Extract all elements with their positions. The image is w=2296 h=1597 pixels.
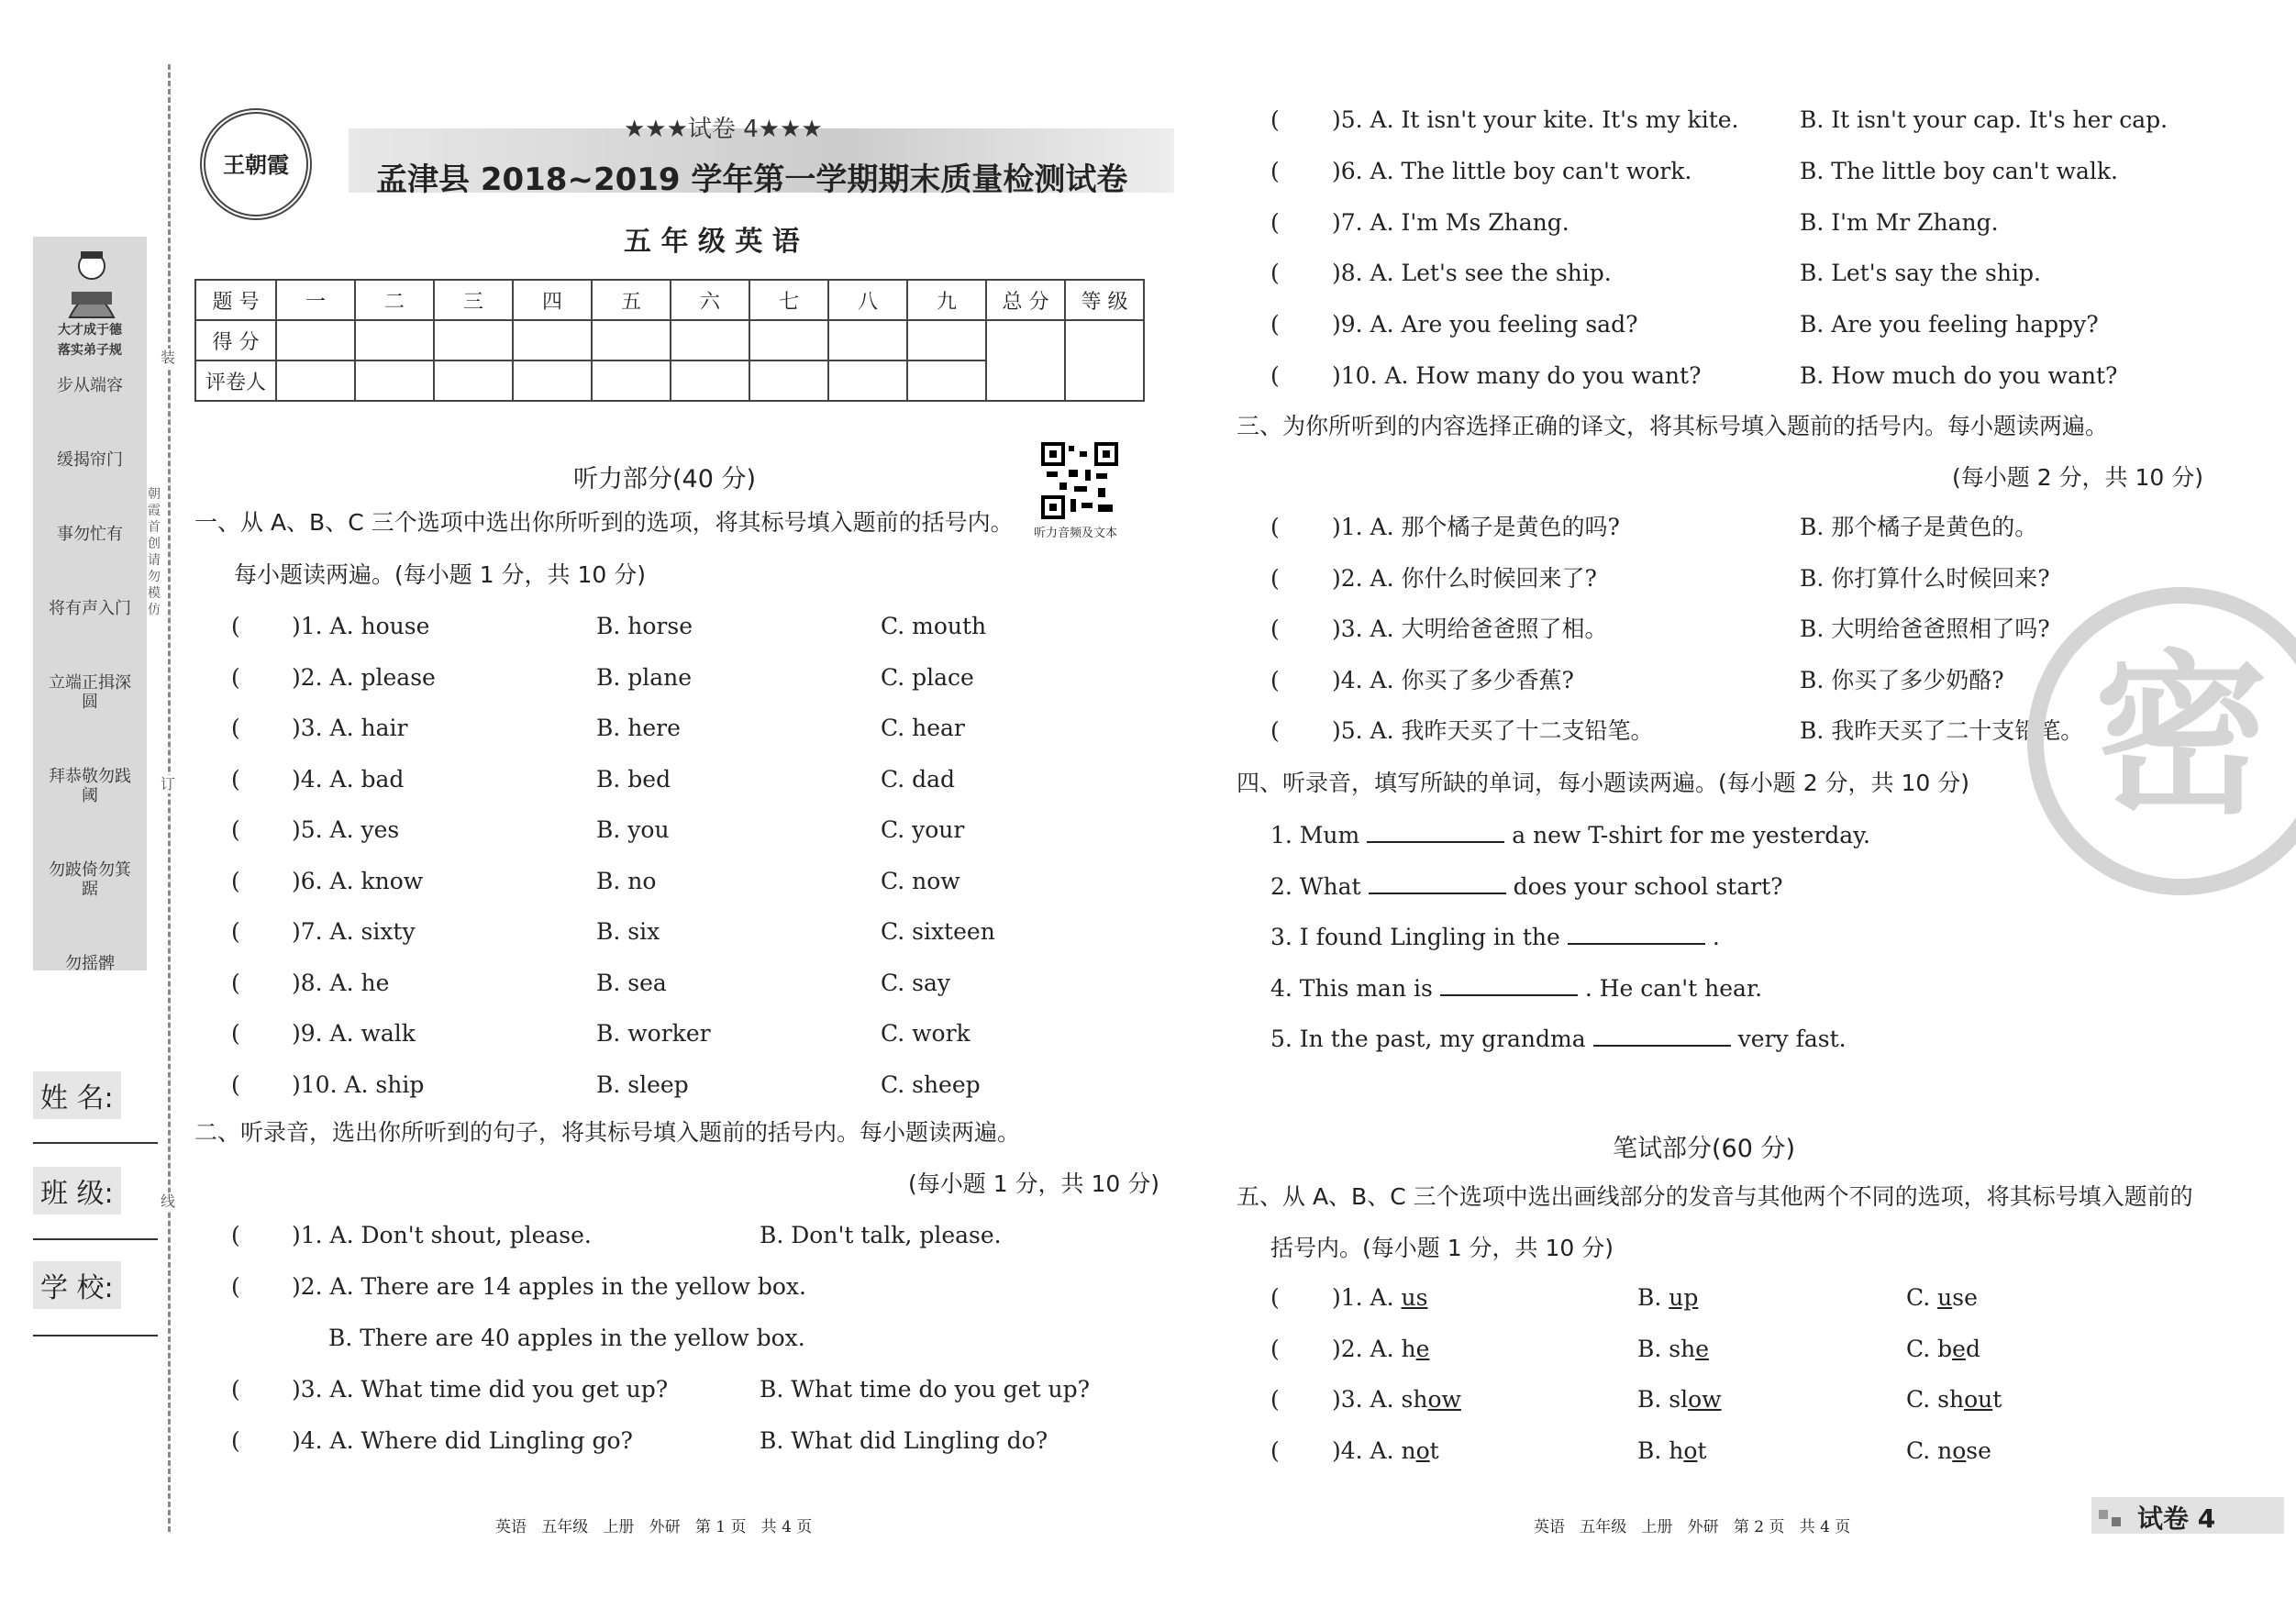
- total-header: 总 分: [986, 280, 1065, 320]
- fill-in-prefix: 3. I found Lingling in the: [1270, 924, 1560, 950]
- grader-cell[interactable]: [434, 360, 513, 401]
- qr-code-icon[interactable]: [1041, 442, 1118, 519]
- answer-bracket[interactable]: (: [231, 765, 240, 793]
- option-a: )5. A. 我昨天买了十二支铅笔。: [1332, 717, 1654, 744]
- col-header: 七: [749, 280, 828, 320]
- option-prefix: B. sh: [1637, 1335, 1696, 1362]
- option-c: C. your: [881, 816, 965, 843]
- answer-bracket[interactable]: (: [231, 715, 240, 741]
- option-b: B. horse: [596, 613, 693, 639]
- section1-instruction-2: 每小题读两遍。(每小题 1 分，共 10 分): [234, 561, 647, 588]
- option-prefix: )2. A. h: [1332, 1335, 1416, 1362]
- option-a: [1332, 1437, 1439, 1465]
- option-c: [1906, 1437, 1991, 1465]
- fill-in-item: [1270, 974, 1762, 1003]
- school-label: 学 校:: [33, 1261, 121, 1309]
- answer-bracket[interactable]: (: [231, 1273, 240, 1300]
- answer-bracket[interactable]: (: [231, 1427, 240, 1454]
- option-prefix: )1. A.: [1332, 1284, 1402, 1311]
- option-a: )2. A. There are 14 apples in the yellow box.: [292, 1273, 806, 1300]
- option-a: )9. A. walk: [292, 1020, 416, 1047]
- option-c: C. say: [881, 969, 950, 996]
- score-cell[interactable]: [513, 320, 592, 360]
- verse-line: 勿摇髀: [65, 954, 115, 973]
- answer-bracket[interactable]: (: [1270, 362, 1280, 389]
- grader-cell[interactable]: [276, 360, 355, 401]
- underlined-sound: o: [1415, 1436, 1430, 1464]
- col-header: 三: [434, 280, 513, 320]
- grader-cell[interactable]: [671, 360, 749, 401]
- option-b: B. The little boy can't walk.: [1800, 157, 2118, 184]
- col-header: 一: [276, 280, 355, 320]
- paper-badge: [2091, 1497, 2284, 1534]
- option-prefix: C.: [1906, 1284, 1938, 1311]
- class-label: 班 级:: [33, 1167, 121, 1214]
- fold-mark: 订: [160, 775, 175, 793]
- option-a: )7. A. sixty: [292, 918, 416, 945]
- score-cell[interactable]: [276, 320, 355, 360]
- answer-bracket[interactable]: (: [231, 867, 240, 894]
- option-b: B. no: [596, 867, 657, 894]
- page-title: 孟津县 2018~2019 学年第一学期期末质量检测试卷: [376, 161, 1128, 198]
- col-header: 六: [671, 280, 749, 320]
- answer-bracket[interactable]: (: [231, 1222, 240, 1248]
- option-b: [1637, 1437, 1706, 1465]
- option-a: )5. A. yes: [292, 816, 400, 843]
- logo-text: 王朝霞: [223, 152, 289, 178]
- option-a: [1332, 1386, 1461, 1414]
- option-b: B. Let's say the ship.: [1800, 260, 2041, 287]
- underlined-sound: ou: [1964, 1386, 1993, 1413]
- section5-instruction: 五、从 A、B、C 三个选项中选出画线部分的发音与其他两个不同的选项，将其标号填入题前的: [1237, 1183, 2193, 1210]
- name-label: 姓 名:: [33, 1071, 121, 1119]
- row-header: 得 分: [195, 320, 276, 360]
- grade-header: 等 级: [1065, 280, 1144, 320]
- answer-bracket[interactable]: (: [231, 613, 240, 639]
- underlined-sound: o: [1683, 1436, 1698, 1464]
- fill-in-item: [1270, 923, 1720, 951]
- section5-instruction-2: 括号内。(每小题 1 分，共 10 分): [1270, 1235, 1614, 1261]
- option-c: C. sheep: [881, 1070, 981, 1098]
- badge-text: 试卷 4: [2137, 1503, 2216, 1534]
- col-header: 八: [828, 280, 907, 320]
- col-header: 九: [907, 280, 986, 320]
- option-a: )6. A. know: [292, 867, 424, 894]
- option-b: B. 你打算什么时候回来?: [1800, 564, 2050, 592]
- fill-in-prefix: 2. What: [1270, 872, 1361, 900]
- option-a: )5. A. It isn't your kite. It's my kite.: [1332, 106, 1739, 133]
- option-b: B. here: [596, 715, 681, 741]
- fill-in-suffix: very fast.: [1737, 1026, 1847, 1052]
- footer-right: 英语 五年级 上册 外研 第 2 页 共 4 页: [1534, 1518, 1851, 1536]
- fold-mark: 朝霞首创 请勿模仿: [148, 487, 161, 617]
- option-c: [1906, 1284, 1978, 1312]
- answer-bracket[interactable]: (: [1270, 666, 1280, 693]
- option-b: B. It isn't your cap. It's her cap.: [1800, 106, 2168, 133]
- col-header: 二: [355, 280, 434, 320]
- answer-bracket[interactable]: (: [1270, 260, 1280, 287]
- publisher-logo: [200, 108, 312, 220]
- answer-bracket[interactable]: (: [1270, 1284, 1280, 1311]
- option-suffix: se: [1966, 1436, 1991, 1464]
- option-b: [1637, 1284, 1698, 1312]
- answer-bracket[interactable]: (: [1270, 106, 1280, 133]
- option-prefix: C. n: [1906, 1436, 1953, 1464]
- option-a: )1. A. Don't shout, please.: [292, 1222, 592, 1248]
- answer-bracket[interactable]: (: [231, 1020, 240, 1047]
- motto-top: 大才成于德: [58, 323, 122, 338]
- option-b: B. 我昨天买了二十支铅笔。: [1800, 717, 2084, 744]
- option-suffix: d: [1965, 1335, 1980, 1362]
- underlined-sound: e: [1952, 1335, 1966, 1362]
- class-field[interactable]: [33, 1238, 158, 1240]
- answer-bracket[interactable]: (: [231, 969, 240, 996]
- option-suffix: t: [1992, 1386, 2002, 1413]
- answer-bracket[interactable]: (: [231, 816, 240, 843]
- fill-in-suffix: . He can't hear.: [1584, 974, 1763, 1002]
- answer-bracket[interactable]: (: [1270, 1335, 1280, 1362]
- mascot-figure: [53, 246, 130, 319]
- option-c: C. now: [881, 867, 960, 894]
- section3-points: (每小题 2 分，共 10 分): [1952, 464, 2204, 491]
- option-a: )10. A. ship: [292, 1070, 425, 1098]
- option-a: [1332, 1284, 1427, 1312]
- option-b: B. What time do you get up?: [760, 1376, 1090, 1403]
- listening-heading: 听力部分(40 分): [573, 465, 757, 494]
- underlined-sound: ow: [1688, 1386, 1722, 1413]
- binding-line: [168, 64, 171, 1532]
- badge-square-icon: [2099, 1510, 2108, 1519]
- answer-bracket[interactable]: (: [1270, 1436, 1280, 1464]
- score-cell[interactable]: [355, 320, 434, 360]
- score-cell[interactable]: [592, 320, 671, 360]
- underlined-sound: o: [1952, 1436, 1967, 1464]
- option-b: B. bed: [596, 765, 671, 793]
- option-b: B. six: [596, 918, 660, 945]
- option-b: B. 大明给爸爸照相了吗?: [1800, 616, 2050, 642]
- option-a: )6. A. The little boy can't work.: [1332, 157, 1692, 184]
- option-a: )7. A. I'm Ms Zhang.: [1332, 208, 1569, 236]
- underlined-sound: us: [1401, 1284, 1428, 1311]
- fill-in-item: [1270, 872, 1783, 901]
- verse-line: 步从端容: [57, 376, 123, 395]
- option-b: B. sleep: [596, 1070, 689, 1098]
- col-header: 五: [592, 280, 671, 320]
- option-b: B. you: [596, 816, 670, 843]
- fill-in-prefix: 1. Mum: [1270, 822, 1360, 848]
- option-prefix: C. sh: [1906, 1386, 1965, 1413]
- section1-instruction: 一、从 A、B、C 三个选项中选出你所听到的选项，将其标号填入题前的括号内。: [194, 509, 1014, 536]
- answer-bracket[interactable]: (: [231, 1376, 240, 1403]
- verse-block: [44, 376, 136, 973]
- option-prefix: )3. A. sh: [1332, 1386, 1428, 1413]
- score-cell[interactable]: [907, 320, 986, 360]
- option-b: B. 那个橘子是黄色的。: [1800, 514, 2038, 540]
- option-a: )1. A. house: [292, 613, 430, 639]
- badge-square-icon: [2112, 1517, 2121, 1526]
- option-suffix: t: [1429, 1436, 1439, 1464]
- fill-in-blank[interactable]: [1440, 974, 1578, 996]
- fill-in-blank[interactable]: [1593, 1025, 1731, 1047]
- answer-bracket[interactable]: (: [1270, 564, 1280, 592]
- underlined-sound: e: [1415, 1335, 1430, 1362]
- option-b: B. 你买了多少奶酪?: [1800, 666, 2004, 693]
- option-c: [1906, 1336, 1980, 1363]
- option-a: )2. A. please: [292, 663, 436, 691]
- option-a: )3. A. hair: [292, 715, 408, 741]
- option-b: B. Are you feeling happy?: [1800, 311, 2099, 338]
- option-a: )4. A. 你买了多少香蕉?: [1332, 666, 1574, 693]
- grade-cell[interactable]: [1065, 320, 1144, 401]
- option-b: B. How much do you want?: [1800, 362, 2118, 389]
- answer-bracket[interactable]: (: [1270, 616, 1280, 642]
- answer-bracket[interactable]: (: [1270, 311, 1280, 338]
- option-a: )9. A. Are you feeling sad?: [1332, 311, 1638, 338]
- answer-bracket[interactable]: (: [1270, 717, 1280, 744]
- written-heading: 笔试部分(60 分): [1613, 1135, 1796, 1163]
- fill-in-item: [1270, 821, 1870, 849]
- option-suffix: se: [1952, 1284, 1978, 1311]
- fill-in-blank[interactable]: [1367, 821, 1504, 843]
- verse-line: 事勿忙有: [57, 525, 123, 544]
- fill-in-blank[interactable]: [1369, 872, 1506, 894]
- answer-bracket[interactable]: (: [1270, 208, 1280, 236]
- option-b: [1637, 1336, 1709, 1363]
- section4-instruction: 四、听录音，填写所缺的单词，每小题读两遍。(每小题 2 分，共 10 分): [1237, 770, 1970, 796]
- score-table: [194, 279, 1145, 402]
- option-b: B. plane: [596, 663, 693, 691]
- option-b: B. sea: [596, 969, 667, 996]
- option-c: C. hear: [881, 715, 965, 741]
- option-a: )2. A. 你什么时候回来了?: [1332, 564, 1597, 592]
- option-prefix: B. h: [1637, 1436, 1684, 1464]
- option-a: )8. A. he: [292, 969, 390, 996]
- score-cell[interactable]: [434, 320, 513, 360]
- verse-line: 将有声入门: [49, 599, 131, 618]
- answer-bracket[interactable]: (: [231, 1070, 240, 1098]
- verse-line: 缓揭帘门: [57, 450, 123, 470]
- option-suffix: t: [1697, 1436, 1707, 1464]
- option-a: )10. A. How many do you want?: [1332, 362, 1702, 389]
- option-a: )4. A. bad: [292, 765, 405, 793]
- score-cell[interactable]: [671, 320, 749, 360]
- option-b: [1637, 1386, 1722, 1414]
- verse-line: 立端正揖深圆: [49, 673, 131, 712]
- section2-instruction: 二、听录音，选出你所听到的句子，将其标号填入题前的括号内。每小题读两遍。: [194, 1119, 1021, 1146]
- answer-bracket[interactable]: (: [1270, 157, 1280, 184]
- option-b: B. worker: [596, 1020, 711, 1047]
- option-c: C. mouth: [881, 613, 987, 639]
- footer-left: 英语 五年级 上册 外研 第 1 页 共 4 页: [495, 1518, 813, 1536]
- option-prefix: B.: [1637, 1284, 1669, 1311]
- option-a: )8. A. Let's see the ship.: [1332, 260, 1612, 287]
- name-field[interactable]: [33, 1142, 158, 1144]
- col-header: 四: [513, 280, 592, 320]
- row-header: 题 号: [195, 280, 276, 320]
- option-a: )4. A. Where did Lingling go?: [292, 1427, 633, 1454]
- fill-in-suffix: .: [1712, 924, 1720, 950]
- option-a: )3. A. 大明给爸爸照了相。: [1332, 616, 1608, 642]
- grader-cell[interactable]: [513, 360, 592, 401]
- fill-in-prefix: 5. In the past, my grandma: [1270, 1026, 1586, 1052]
- option-b: B. What did Lingling do?: [760, 1427, 1048, 1454]
- option-prefix: )4. A. n: [1332, 1436, 1416, 1464]
- grader-cell[interactable]: [749, 360, 828, 401]
- option-a: )1. A. 那个橘子是黄色的吗?: [1332, 514, 1620, 540]
- grader-cell[interactable]: [592, 360, 671, 401]
- fill-in-blank[interactable]: [1568, 923, 1705, 945]
- qr-caption: 听力音频及文本: [1034, 527, 1118, 540]
- grader-cell[interactable]: [828, 360, 907, 401]
- verse-line: 勿跛倚勿箕踞: [49, 860, 131, 899]
- paper-number-stars: ★★★试卷 4★★★: [624, 116, 823, 143]
- option-a: )3. A. What time did you get up?: [292, 1376, 669, 1403]
- confidential-seal: [2027, 587, 2296, 895]
- answer-bracket[interactable]: (: [231, 918, 240, 945]
- motto-bottom: 落实弟子规: [58, 343, 122, 358]
- option-prefix: C. b: [1906, 1335, 1953, 1362]
- option-b: B. I'm Mr Zhang.: [1800, 208, 1999, 236]
- score-cell[interactable]: [749, 320, 828, 360]
- underlined-sound: u: [1937, 1284, 1953, 1311]
- option-c: [1906, 1386, 2002, 1414]
- section3-instruction: 三、为你所听到的内容选择正确的译文，将其标号填入题前的括号内。每小题读两遍。: [1237, 413, 2109, 439]
- option-b: B. Don't talk, please.: [760, 1222, 1002, 1248]
- grader-cell[interactable]: [355, 360, 434, 401]
- underlined-sound: ow: [1427, 1386, 1461, 1413]
- verse-line: 拜恭敬勿践阈: [49, 767, 131, 805]
- answer-bracket[interactable]: (: [231, 663, 240, 691]
- section2-points: (每小题 1 分，共 10 分): [908, 1170, 1160, 1197]
- answer-bracket[interactable]: (: [1270, 1386, 1280, 1413]
- school-field[interactable]: [33, 1335, 158, 1336]
- fill-in-suffix: does your school start?: [1513, 872, 1783, 900]
- page-subtitle: 五 年 级 英 语: [624, 226, 800, 258]
- seal-char: 密: [2093, 635, 2268, 837]
- underlined-sound: up: [1669, 1284, 1699, 1311]
- fill-in-item: [1270, 1025, 1847, 1053]
- option-c: C. place: [881, 663, 974, 691]
- fold-mark: 装: [160, 349, 175, 366]
- fold-mark: 线: [160, 1192, 175, 1210]
- grader-cell[interactable]: [907, 360, 986, 401]
- underlined-sound: e: [1695, 1335, 1709, 1362]
- option-a: [1332, 1336, 1429, 1363]
- option-c: C. dad: [881, 765, 956, 793]
- score-cell[interactable]: [828, 320, 907, 360]
- option-c: C. sixteen: [881, 918, 995, 945]
- fill-in-prefix: 4. This man is: [1270, 974, 1433, 1002]
- row-header: 评卷人: [195, 360, 276, 401]
- option-b: B. There are 40 apples in the yellow box.: [328, 1325, 805, 1351]
- option-prefix: B. sl: [1637, 1386, 1689, 1413]
- fill-in-suffix: a new T-shirt for me yesterday.: [1512, 822, 1870, 848]
- option-c: C. work: [881, 1020, 971, 1047]
- total-cell[interactable]: [986, 320, 1065, 401]
- answer-bracket[interactable]: (: [1270, 514, 1280, 540]
